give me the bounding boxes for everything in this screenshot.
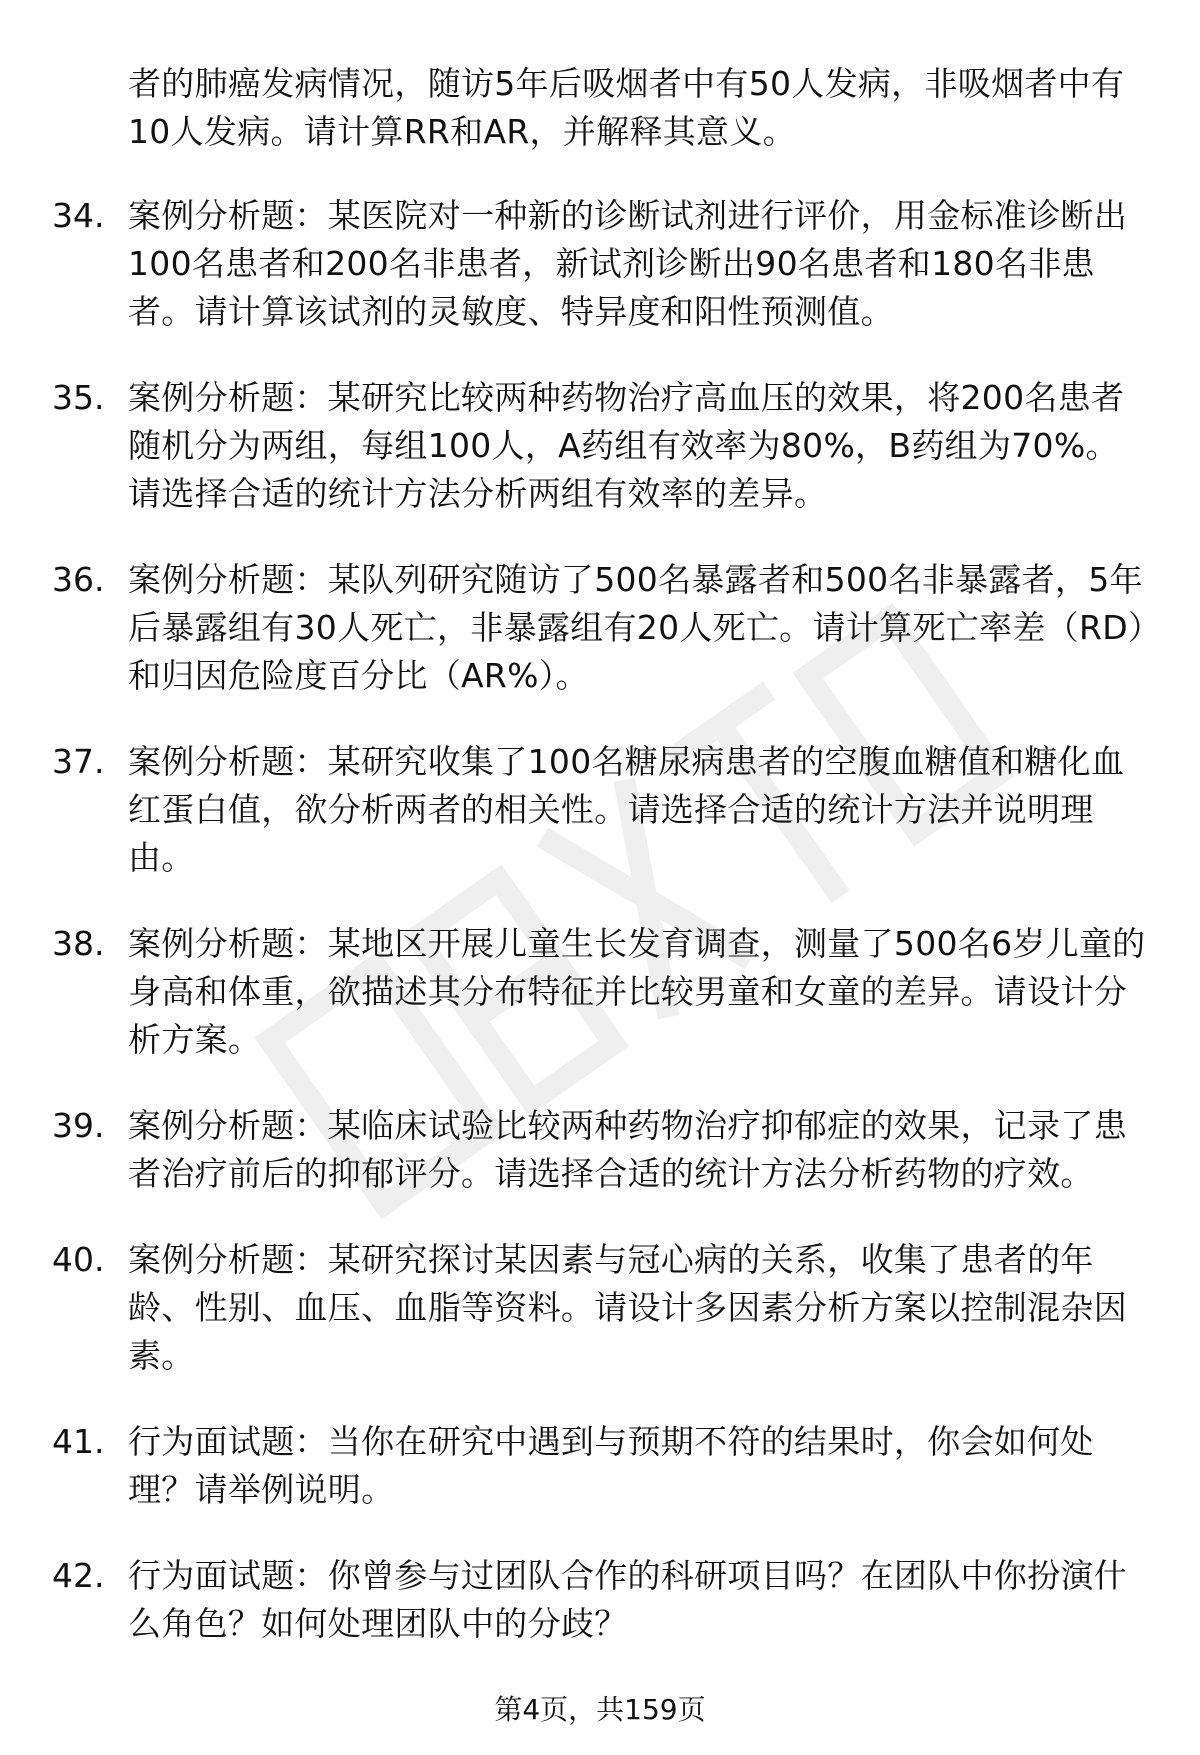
continuation-paragraph: 者的肺癌发病情况，随访5年后吸烟者中有50人发病，非吸烟者中有10人发病。请计算RR和AR，并解释其意义。 [128, 64, 1125, 151]
question-number: 36. [52, 560, 105, 599]
question-text: 案例分析题：某研究收集了100名糖尿病患者的空腹血糖值和糖化血红蛋白值，欲分析两者的相关性。请选择合适的统计方法并说明理由。 [128, 742, 1125, 877]
question-text: 行为面试题：你曾参与过团队合作的科研项目吗？在团队中你扮演什么角色？如何处理团队中的分歧？ [128, 1556, 1127, 1643]
question-text: 案例分析题：某医院对一种新的诊断试剂进行评价，用金标准诊断出100名患者和200名非患者，新试剂诊断出90名患者和180名非患者。请计算该试剂的灵敏度、特异度和阳性预测值。 [128, 196, 1127, 331]
question-text: 案例分析题：某临床试验比较两种药物治疗抑郁症的效果，记录了患者治疗前后的抑郁评分。请选择合适的统计方法分析药物的疗效。 [128, 1106, 1127, 1193]
question-item [0, 920, 1200, 1064]
question-number: 34. [52, 196, 105, 235]
question-text: 案例分析题：某地区开展儿童生长发育调查，测量了500名6岁儿童的身高和体重，欲描述其分布特征并比较男童和女童的差异。请设计分析方案。 [128, 924, 1146, 1059]
question-number: 39. [52, 1106, 105, 1145]
question-text: 案例分析题：某队列研究随访了500名暴露者和500名非暴露者，5年后暴露组有30人死亡，非暴露组有20人死亡。请计算死亡率差（RD）和归因危险度百分比（AR%）。 [128, 560, 1145, 695]
question-item [0, 374, 1200, 518]
question-item [0, 1552, 1200, 1648]
question-number: 37. [52, 742, 105, 781]
question-number: 38. [52, 924, 105, 963]
question-text: 行为面试题：当你在研究中遇到与预期不符的结果时，你会如何处理？请举例说明。 [128, 1422, 1094, 1509]
question-number: 42. [52, 1556, 105, 1595]
question-item [0, 1236, 1200, 1380]
question-number: 41. [52, 1422, 105, 1461]
question-item [0, 738, 1200, 882]
question-text: 案例分析题：某研究比较两种药物治疗高血压的效果，将200名患者随机分为两组，每组100人，A药组有效率为80%，B药组为70%。请选择合适的统计方法分析两组有效率的差异。 [128, 378, 1125, 513]
question-number: 40. [52, 1240, 105, 1279]
question-item [0, 1418, 1200, 1514]
question-text: 案例分析题：某研究探讨某因素与冠心病的关系，收集了患者的年龄、性别、血压、血脂等资料。请设计多因素分析方案以控制混杂因素。 [128, 1240, 1127, 1375]
page-footer: 第4页，共159页 [494, 1693, 706, 1726]
question-number: 35. [52, 378, 105, 417]
question-item [0, 1102, 1200, 1198]
question-item [0, 556, 1200, 700]
question-item [0, 192, 1200, 336]
question-list [0, 192, 1200, 1686]
